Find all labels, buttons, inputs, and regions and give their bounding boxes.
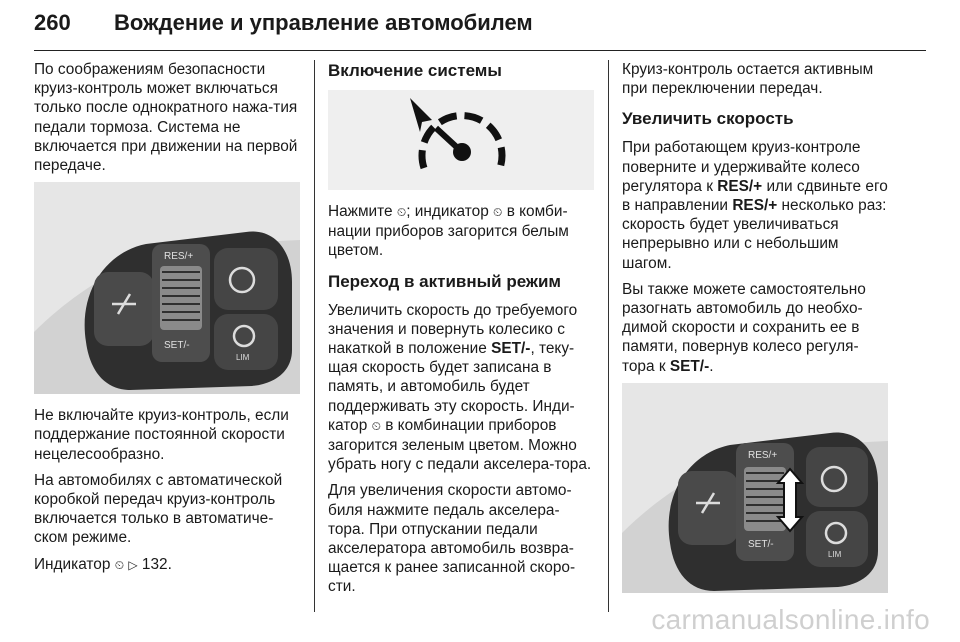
lim-button-label: LIM — [828, 549, 842, 559]
paragraph-increase: При работающем круиз-контроле поверните и удерживайте колесо регулятора к RES/+ или сдвиньте его в направлении RES/+ несколько раз: скорость будет увеличиваться непрерывно или с небольшим шагом. — [622, 139, 888, 272]
column-3 — [622, 60, 890, 593]
heading-increase-speed: Увеличить скорость — [622, 109, 794, 129]
cruise-control-icon — [328, 90, 594, 190]
page-title: Вождение и управление автомобилем — [114, 10, 533, 35]
paragraph-not-advisable: Не включайте круиз-контроль, если поддержание постоянной скорости нецелесообразно. — [34, 407, 289, 463]
column-1 — [34, 60, 302, 582]
paragraph-indicator-ref — [34, 555, 302, 575]
page-reference: 132. — [141, 555, 172, 573]
heading-active-mode: Переход в активный режим — [328, 271, 562, 291]
lim-button-label: LIM — [236, 353, 250, 363]
cruise-button-icon: ⏲ — [396, 205, 407, 219]
column-divider-1 — [314, 60, 315, 612]
set-label: SET/- — [491, 340, 531, 358]
paragraph-set-speed: Увеличить скорость до требуемого значения и повернуть колесико с накаткой в положение SET/-, теку-щая скорость будет записана в память, и автомобиль будет поддерживать эту скорость. Инди-катор ⏲ в комбинации приборов загорится зеленым цветом. Можно убрать ногу с педали акселера-тора. — [328, 301, 592, 474]
res-label: RES/+ — [717, 177, 763, 195]
set-button-label: SET/- — [164, 340, 190, 352]
steering-controls-photo-1 — [34, 182, 300, 394]
paragraph-gear-change: Круиз-контроль остается активным при переключении передач. — [622, 61, 874, 98]
page-number: 260 — [34, 10, 71, 35]
set-label: SET/- — [669, 357, 710, 375]
column-2 — [328, 60, 596, 604]
paragraph-press: Нажмите ⏲; индикатор ⏲ в комби-нации приборов загорится белым цветом. — [328, 203, 569, 260]
reference-arrow-icon: ▷ — [128, 557, 138, 572]
paragraph-automatic: На автомобилях с автоматической коробкой передач круиз-контроль включается только в автоматиче-ском режиме. — [34, 471, 283, 547]
column-divider-2 — [608, 60, 609, 612]
heading-switch-on: Включение системы — [328, 61, 502, 80]
set-button-label: SET/- — [748, 538, 774, 550]
watermark-footer: carmanualsonline.info — [651, 604, 930, 635]
cruise-indicator-icon: ⏲ — [371, 418, 381, 433]
cruise-indicator-icon: ⏲ — [114, 557, 125, 572]
steering-controls-photo-2 — [622, 383, 888, 593]
res-button-label: RES/+ — [748, 449, 778, 461]
paragraph-accelerate: Для увеличения скорости автомо-биля нажмите педаль акселера-тора. При отпускании педали акселератора автомобиль возвра-щается к ранее записанной скоро-сти. — [328, 482, 576, 596]
res-button-label: RES/+ — [164, 251, 194, 263]
paragraph-safety: По соображениям безопасности круиз-контроль может включаться только после однократного нажа-тия педали тормоза. Система не включается при движении на первой передаче. — [34, 61, 298, 175]
page-header — [34, 0, 926, 51]
indicator-text: Индикатор — [34, 555, 111, 573]
cruise-indicator-icon: ⏲ — [493, 205, 503, 219]
paragraph-manual-accelerate: Вы также можете самостоятельно разогнать автомобиль до необхо-димой скорости и сохранить ее в памяти, повернув колесо регуля-тора к SET/-. — [622, 280, 866, 375]
res-label: RES/+ — [732, 197, 778, 215]
